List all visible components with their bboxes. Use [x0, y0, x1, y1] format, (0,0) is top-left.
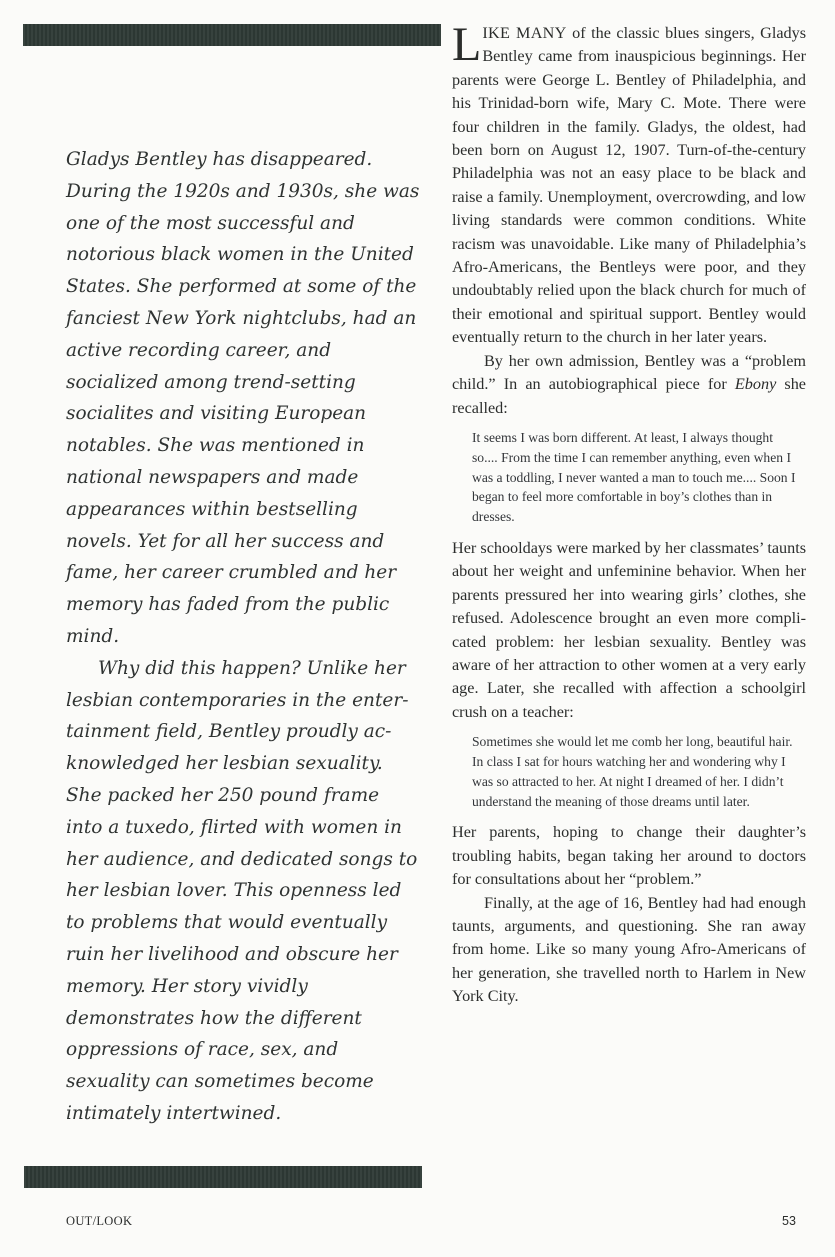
pullquote-paragraph-1: Gladys Bentley has disappeared. During the 1920s and 1930s, she was one of the most successful and notorious black women in the United States. She performed at some of the fanciest New York nightclubs, had an active recording career, and socialized among trend-setting socialites and visiting European notables. She was mentioned in national newspapers and made appearances within bestselling novels. Yet for all her success and fame, her career crumbled and her memory has faded from the public mind.: [66, 149, 420, 647]
top-decorative-rule: [23, 24, 441, 46]
block-quote-1-text: It seems I was born different. At least, I always thought so.... From the time I can remember anything, even when I was a toddling, I never wanted a man to touch me.... Soon I began to feel more comfortable in boy’s clothes than in dresses.: [472, 429, 796, 525]
publication-title-ebony: Ebony: [734, 375, 777, 394]
drop-cap: L: [452, 18, 482, 71]
paragraph-2-text-before: By her own admission, Bentley was a “problem child.” In an autobiographical piece for: [452, 351, 806, 394]
block-quote-2-text: Sometimes she would let me comb her long, beautiful hair. In class I sat for hours watching her and wondering why I was so attracted to her. At night I dreamed of her. I didn’t understand the meaning of those dreams until later.: [472, 734, 793, 809]
pullquote: [66, 144, 420, 1130]
paragraph-1-text: of the classic blues singers, Gladys Bentley came from inauspicious beginnings. Her parents were George L. Bentley of Philadelphia, and his Trinidad-born wife, Mary C. Mote. There were four children in the family. Gladys, the oldest, had been born on August 12, 1907. Turn-of-the-century Philadelphia was not an easy place to be black and raise a family. Unemployment, overcrowding, and low living standards were common conditions. White racism was unavoidable. Like many of Philadelphia’s Afro-Americans, the Bentleys were poor, and they undoubtably relied upon the black church for much of their emotional and spiritual support. Bentley would eventually return to the church in her later years.: [452, 24, 807, 347]
article-body: [452, 18, 807, 1009]
article-paragraph-2: [452, 350, 806, 420]
lead-in-caps: IKE MANY: [482, 24, 567, 42]
block-quote-1: [472, 428, 797, 527]
publication-name: OUT/LOOK: [66, 1214, 133, 1228]
article-paragraph-3: Her schooldays were marked by her classmates’ taunts about her weight and unfeminine behavior. When her parents pressured her into wearing girls’ clothes, she refused. Adolescence brought an even more complicated problem: her lesbian sexuality. Bentley was aware of her attraction to other women at a very early age. Later, she recalled with affection a schoolgirl crush on a teacher:: [452, 538, 806, 721]
paragraph-2-text-after: she recalled:: [452, 375, 806, 417]
article-paragraph-5: Finally, at the age of 16, Bentley had had enough taunts, arguments, and questioning. She ran away from home. Like so many young Afro-Americans of her generation, she travelled north to Harlem in New York City.: [452, 893, 806, 1006]
pullquote-paragraph-2: Why did this happen? Unlike her lesbian contemporaries in the entertainment field, Bentley proudly acknowledged her lesbian sexuality. She packed her 250 pound frame into a tuxedo, flirted with women in her audience, and dedicated songs to her lesbian lover. This openness led to problems that would eventually ruin her livelihood and obscure her memory. Her story vividly demonstrates how the different oppressions of race, sex, and sexuality can sometimes become intimately intertwined.: [66, 657, 418, 1124]
article-paragraph-1: [452, 18, 807, 350]
page-number: 53: [782, 1214, 796, 1228]
block-quote-2: [472, 732, 797, 811]
article-paragraph-4: Her parents, hoping to change their daughter’s troubling habits, began taking her around to doctors for consultations about her “problem.”: [452, 823, 806, 889]
bottom-decorative-rule: [24, 1166, 422, 1188]
